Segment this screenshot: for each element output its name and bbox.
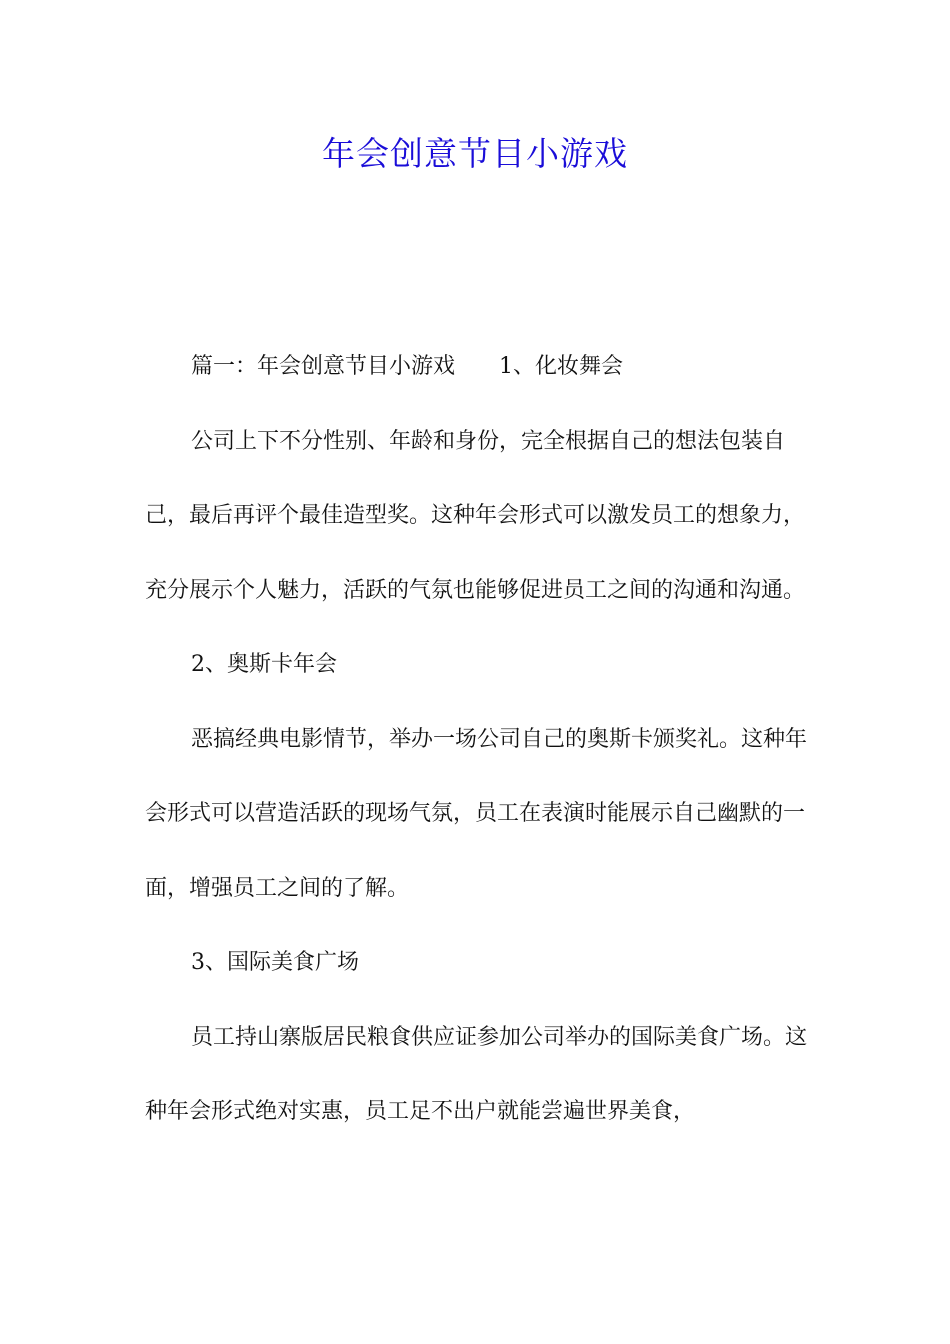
section-heading-line: [145, 330, 825, 405]
item-heading-1: 1、化妆舞会: [499, 354, 624, 379]
paragraph-1: 公司上下不分性别、年龄和身份，完全根据自己的想法包装自己，最后再评个最佳造型奖。这种年会形式可以激发员工的想象力，充分展示个人魅力，活跃的气氛也能够促进员工之间的沟通和沟通。: [145, 428, 806, 603]
document-body: [145, 330, 825, 1150]
paragraph-2: 恶搞经典电影情节，举办一场公司自己的奥斯卡颁奖礼。这种年会形式可以营造活跃的现场气氛，员工在表演时能展示自己幽默的一面，增强员工之间的了解。: [145, 726, 808, 901]
section-label: 篇一：年会创意节目小游戏: [191, 354, 456, 379]
paragraph-3: 员工持山寨版居民粮食供应证参加公司举办的国际美食广场。这种年会形式绝对实惠，员工足不出户就能尝遍世界美食，: [145, 1024, 808, 1124]
item-heading-3: 3、国际美食广场: [191, 950, 359, 975]
document-title: 年会创意节目小游戏: [322, 134, 628, 173]
item-heading-2: 2、奥斯卡年会: [191, 652, 337, 677]
